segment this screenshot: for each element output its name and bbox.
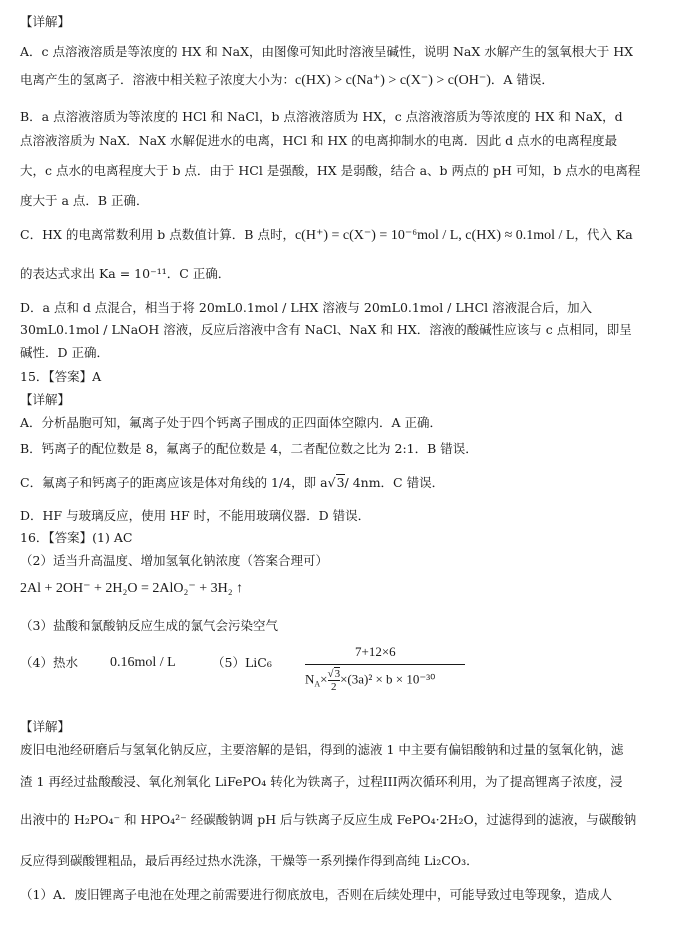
- text-run: 电离产生的氢离子．溶液中相关粒子浓度大小为：: [20, 72, 296, 87]
- paragraph-line: 反应得到碳酸锂粗品，最后再经过热水洗涤，干燥等一系列操作得到高纯 Li₂CO₃．: [20, 853, 479, 868]
- text-run: ×: [320, 671, 328, 687]
- section-heading: 【详解】: [20, 14, 71, 29]
- paragraph-line: B．a 点溶液溶质为等浓度的 HCl 和 NaCl，b 点溶液溶质为 HX，c 点溶液溶质为等浓度的 HX 和 NaX，d: [20, 109, 623, 124]
- paragraph-line: [20, 227, 633, 244]
- answer-concentration: 0.16mol / L: [110, 655, 176, 670]
- section-heading: 【详解】: [20, 392, 71, 407]
- answer-line-5: （5）LiC₆: [212, 655, 272, 670]
- paragraph-line: （3）盐酸和氯酸钠反应生成的氯气会污染空气: [20, 618, 278, 633]
- text-run: A: [314, 679, 321, 689]
- paragraph-line: A．c 点溶液溶质是等浓度的 HX 和 NaX，由图像可知此时溶液呈碱性，说明 NaX 水解产生的氢氧根大于 HX: [20, 44, 634, 59]
- paragraph-line: [20, 72, 554, 89]
- section-heading: 【详解】: [20, 719, 71, 734]
- answer-line-4: （4）热水: [20, 655, 78, 670]
- text-run: N: [305, 671, 315, 687]
- text-run: ．A 错误．: [490, 72, 554, 87]
- paragraph-line: 度大于 a 点．B 正确．: [20, 193, 149, 208]
- paragraph-line: A．分析晶胞可知，氟离子处于四个钙离子围成的正四面体空隙内．A 正确．: [20, 415, 443, 430]
- paragraph-line: 30mL0.1mol / LNaOH 溶液，反应后溶液中含有 NaCl、NaX 和 HX．溶液的酸碱性应该与 c 点相同，即呈: [20, 322, 632, 337]
- paragraph-line: D．a 点和 d 点混合，相当于将 20mL0.1mol / LHX 溶液与 20mL0.1mol / LHCl 溶液混合后，加入: [20, 300, 593, 315]
- inner-fraction: [328, 668, 341, 693]
- paragraph-line: D．HF 与玻璃反应，使用 HF 时，不能用玻璃仪器．D 错误．: [20, 508, 371, 523]
- sqrt-radicand: 3: [334, 668, 341, 680]
- fraction-formula: [305, 644, 465, 700]
- paragraph-line: 碱性．D 正确．: [20, 345, 109, 360]
- text-run: C．氟离子和钙离子的距离应该是体对角线的 1/4，即 a: [20, 475, 328, 490]
- answer-heading: 16．【答案】(1) AC: [20, 530, 133, 545]
- fraction-bar: [305, 664, 465, 665]
- paragraph-line: 大，c 点水的电离程度大于 b 点．由于 HCl 是强酸，HX 是弱酸，结合 a、b 两点的 pH 可知，b 点水的电离程: [20, 163, 641, 178]
- text-run: ，代入 Ka: [574, 227, 633, 242]
- paragraph-line: 废旧电池经研磨后与氢氧化钠反应，主要溶解的是铝，得到的滤液 1 中主要有偏铝酸钠和过量的氢氧化钠，滤: [20, 742, 624, 757]
- paragraph-line: 渣 1 再经过盐酸酸浸、氧化剂氧化 LiFePO₄ 转化为铁离子，过程III两次循环利用，为了提高锂离子浓度，浸: [20, 774, 623, 789]
- text-run: ×(3a)² × b × 10⁻³⁰: [340, 671, 436, 687]
- sqrt-symbol: √: [327, 475, 336, 490]
- sqrt-radicand: 3: [336, 475, 345, 490]
- paragraph-line: [20, 475, 444, 491]
- text-run: C．HX 的电离常数利用 b 点数值计算．B 点时，: [20, 227, 295, 242]
- answer-heading: 15．【答案】A: [20, 369, 102, 384]
- formula: c(HX) > c(Na⁺) > c(X⁻) > c(OH⁻): [295, 73, 491, 88]
- inner-denominator: 2: [331, 681, 337, 693]
- fraction-denominator: [305, 668, 435, 693]
- paragraph-line: 的表达式求出 Ka = 10⁻¹¹．C 正确．: [20, 266, 231, 281]
- paragraph-line: （1）A．废旧锂离子电池在处理之前需要进行彻底放电，否则在后续处理中，可能导致过电等现象，造成人: [20, 887, 612, 902]
- paragraph-line: 出液中的 H₂PO₄⁻ 和 HPO₄²⁻ 经碳酸钠调 pH 后与铁离子反应生成 FePO₄·2H₂O，过滤得到的滤液，与碳酸钠: [20, 812, 637, 827]
- formula: c(H⁺) = c(X⁻) = 10⁻⁶mol / L, c(HX) ≈ 0.1mol / L: [294, 228, 575, 243]
- paragraph-line: B．钙离子的配位数是 8，氟离子的配位数是 4，二者配位数之比为 2:1．B 错误．: [20, 441, 478, 456]
- text-run: / 4nm．C 错误．: [344, 475, 445, 490]
- paragraph-line: （2）适当升高温度、增加氢氧化钠浓度（答案合理可）: [20, 553, 328, 568]
- fraction-numerator: 7+12×6: [355, 644, 396, 659]
- inner-numerator: √3: [327, 668, 341, 680]
- equation: 2Al + 2OH⁻ + 2H₂O = 2AlO₂⁻ + 3H₂ ↑: [20, 581, 244, 596]
- paragraph-line: 点溶液溶质为 NaX．NaX 水解促进水的电离，HCl 和 HX 的电离抑制水的电离．因此 d 点水的电离程度最: [20, 133, 618, 148]
